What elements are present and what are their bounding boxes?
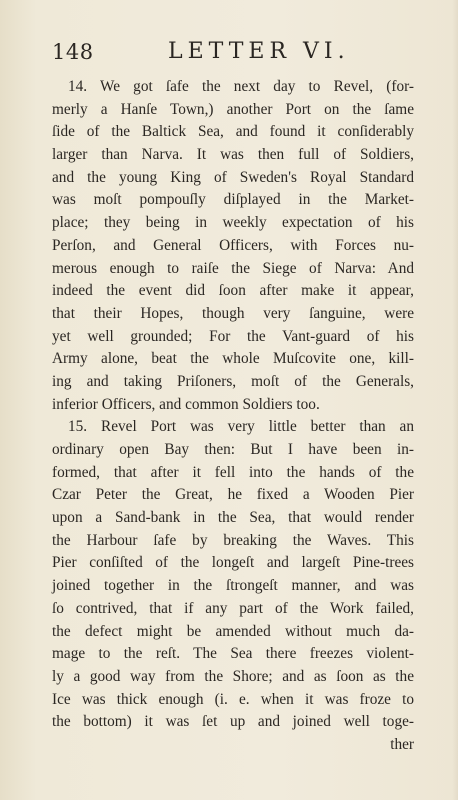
text-line: Pier conſiſted of the longeſt and largeſt Pine-trees <box>52 554 414 572</box>
text-line: inferior Officers, and common Soldiers too. <box>52 395 320 413</box>
text-line: indeed the event did ſoon after make it appear, <box>52 282 414 300</box>
page-header <box>52 38 412 68</box>
text-line: the Harbour ſafe by breaking the Waves. This <box>52 531 414 549</box>
text-line: merous enough to raiſe the Siege of Narva: And <box>52 259 414 277</box>
text-line: Czar Peter the Great, he fixed a Wooden Pier <box>52 486 414 504</box>
text-line: ly a good way from the Shore; and as ſoon as the <box>52 667 414 685</box>
text-line: yet well grounded; For the Vant-guard of his <box>52 327 414 345</box>
text-line: the bottom) it was ſet up and joined well toge- <box>52 713 414 731</box>
text-line: ordinary open Bay then: But I have been in- <box>52 441 414 458</box>
text-line: mage to the reſt. The Sea there freezes violent- <box>52 645 414 663</box>
text-line: upon a Sand-bank in the Sea, that would render <box>52 509 414 527</box>
text-line: Ice was thick enough (i. e. when it was froze to <box>52 690 414 708</box>
text-line: joined together in the ſtrongeſt manner, and was <box>52 577 414 595</box>
text-line: was moſt pompouſly diſplayed in the Market- <box>52 191 414 209</box>
text-line: ſo contrived, that if any part of the Work failed, <box>52 599 414 617</box>
text-line: ing and taking Priſoners, moſt of the Generals, <box>52 372 414 390</box>
page-number: 148 <box>52 40 94 64</box>
text-line: formed, that after it fell into the hands of the <box>52 463 414 481</box>
text-line: merly a Hanſe Town,) another Port on the ſame <box>52 100 414 118</box>
page-edge-shadow <box>452 0 458 800</box>
text-line: ſide of the Baltick Sea, and found it conſiderably <box>52 123 414 141</box>
catchword: ther <box>390 735 414 753</box>
body-text <box>52 76 414 757</box>
text-line: and the young King of Sweden's Royal Standard <box>52 168 414 186</box>
text-line: 15. Revel Port was very little better than an <box>68 418 414 436</box>
text-line: that their Hopes, though very ſanguine, were <box>52 304 414 322</box>
text-line: the defect might be amended without much da- <box>52 622 414 640</box>
text-line: larger than Narva. It was then full of Soldiers, <box>52 146 414 164</box>
text-line: place; they being in weekly expectation of his <box>52 214 414 232</box>
text-line: 14. We got ſafe the next day to Revel, (for- <box>68 78 414 95</box>
running-head: LETTER VI. <box>168 39 350 64</box>
text-line: Perſon, and General Officers, with Forces nu- <box>52 236 414 254</box>
text-line: Army alone, beat the whole Muſcovite one, kill- <box>52 350 414 368</box>
